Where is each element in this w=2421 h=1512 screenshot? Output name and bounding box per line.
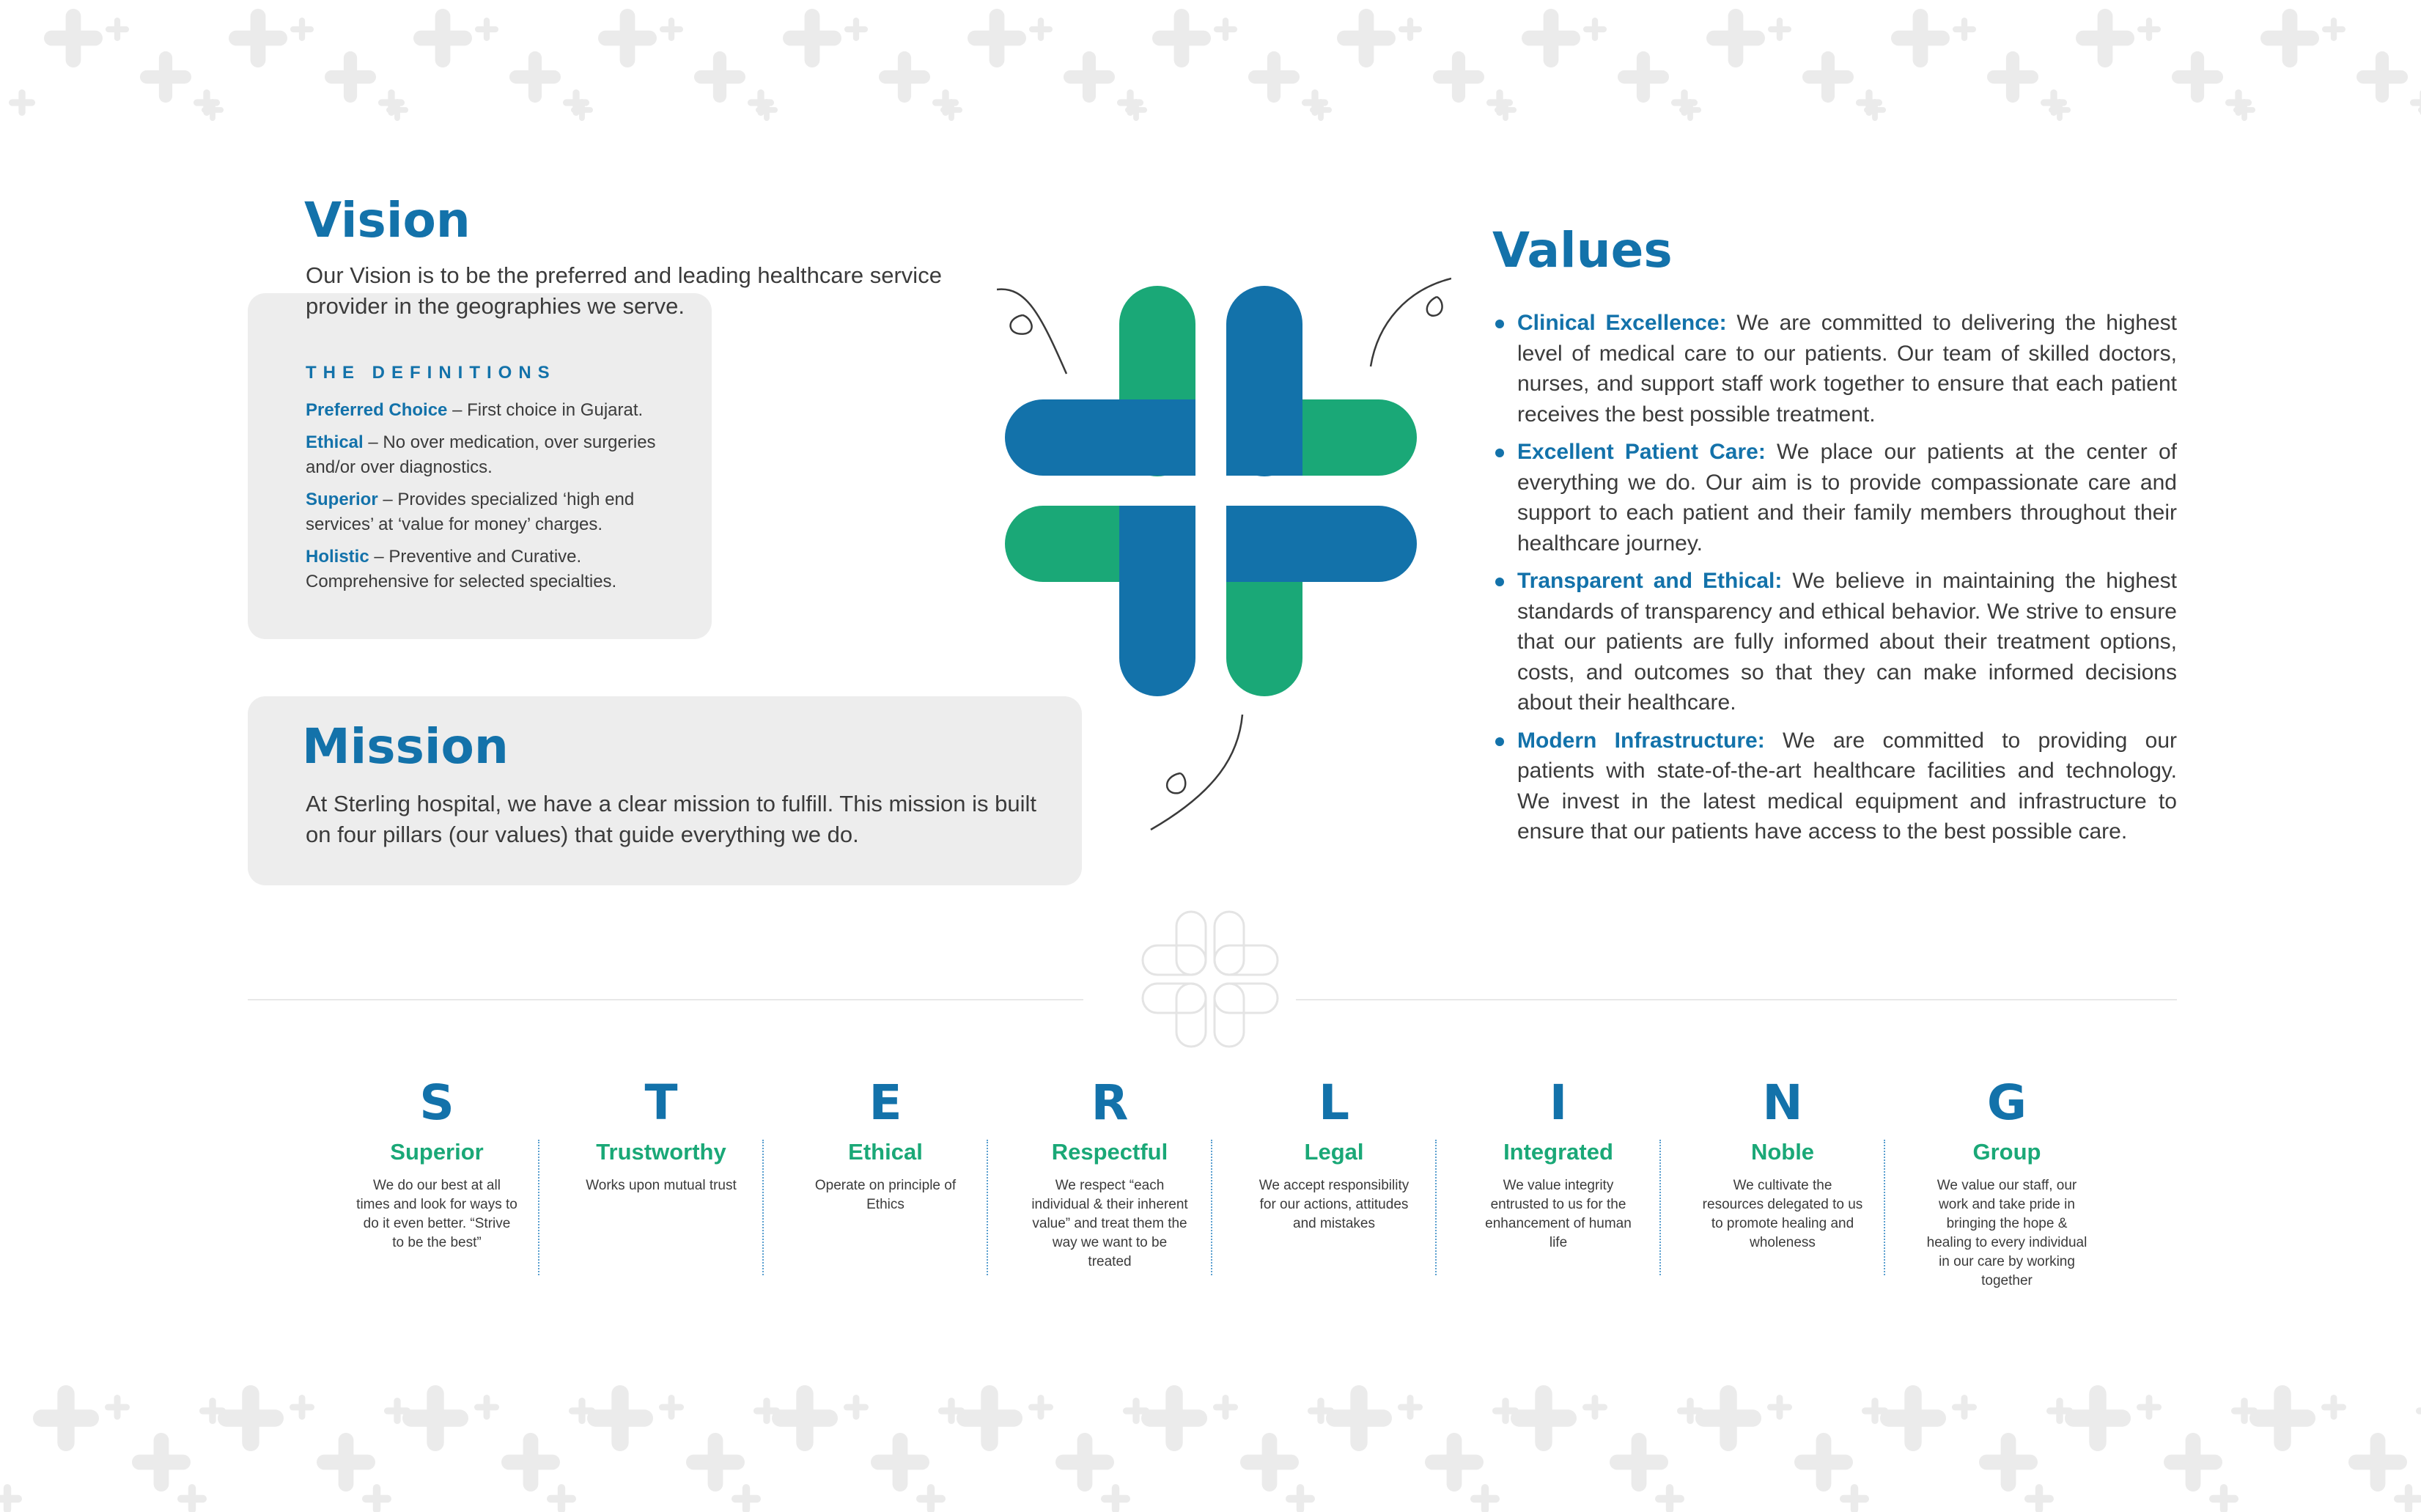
cross-pattern-icon <box>1840 1484 1869 1512</box>
definition-term: Ethical <box>306 432 364 452</box>
acronym-description: We value our staff, our work and take pride in bringing the hope & healing to every individual in our care by working together <box>1926 1178 2087 1288</box>
cross-pattern-icon <box>1248 51 1300 103</box>
cross-pattern-icon <box>1706 9 1765 67</box>
cross-pattern-icon <box>1987 51 2038 103</box>
definition-item <box>306 487 687 537</box>
cross-pattern-icon <box>218 1385 284 1451</box>
cross-pattern-icon <box>2249 1385 2315 1451</box>
cross-pattern-icon <box>106 18 129 41</box>
cross-pattern-icon <box>2322 18 2346 41</box>
cross-pattern-icon <box>587 1385 653 1451</box>
cross-pattern-icon <box>1326 1385 1392 1451</box>
cross-pattern-icon <box>2348 1433 2407 1491</box>
cross-pattern-icon <box>686 1433 745 1491</box>
cross-pattern-icon <box>475 18 498 41</box>
acronym-column <box>1895 1074 2119 1291</box>
cross-pattern-icon <box>1213 1395 1238 1420</box>
value-term: Clinical Excellence: <box>1517 311 1727 335</box>
acronym-column <box>1222 1074 1446 1233</box>
acronym-word: Noble <box>1750 1139 1815 1165</box>
acronym-letter: S <box>419 1074 454 1131</box>
cross-pattern-icon <box>844 1395 869 1420</box>
cross-pattern-icon <box>660 18 683 41</box>
cross-pattern-icon <box>2065 1385 2131 1451</box>
acronym-word: Ethical <box>848 1139 923 1165</box>
vision-title: Vision <box>304 192 471 248</box>
definition-text: – Preventive and Curative. Comprehensive for selected specialties. <box>306 547 617 591</box>
values-list <box>1495 308 2177 855</box>
cross-pattern-icon <box>1064 51 1115 103</box>
value-text: We are committed to delivering the highest level of medical care to our patients. Our team of skilled doctors, nurses, and support staff work together to ensure that each patient receives the best possible treatment. <box>1517 311 2178 427</box>
cross-pattern-icon <box>1891 9 1950 67</box>
acronym-column <box>773 1074 998 1214</box>
value-item <box>1495 308 2177 429</box>
definition-term: Preferred Choice <box>306 400 448 420</box>
definition-text: – Provides specialized ‘high end services’ at ‘value for money’ charges. <box>306 490 635 534</box>
bottom-cross-pattern <box>0 1341 2421 1512</box>
acronym-column <box>1670 1074 1895 1253</box>
acronym-word: Trustworthy <box>596 1139 726 1165</box>
column-separator <box>1884 1140 1885 1275</box>
cross-pattern-icon <box>1398 1395 1423 1420</box>
divider-line-left <box>248 999 1083 1000</box>
cross-pattern-icon <box>659 1395 684 1420</box>
acronym-description: Works upon mutual trust <box>586 1178 737 1193</box>
acronym-letter: L <box>1318 1074 1350 1131</box>
acronym-letter: R <box>1091 1074 1129 1131</box>
acronym-description: We respect “each individual & their inherent value” and treat them the way we want to be treated <box>1031 1178 1188 1269</box>
cross-pattern-icon <box>2164 1433 2222 1491</box>
definition-term: Superior <box>306 490 378 509</box>
value-term: Transparent and Ethical: <box>1517 569 1783 593</box>
column-separator <box>1435 1140 1437 1275</box>
vision-text: Our Vision is to be the preferred and leading healthcare service provider in the geographies we serve. <box>306 262 942 319</box>
cross-pattern-icon <box>783 9 841 67</box>
definition-item <box>306 430 687 480</box>
definition-text: – No over medication, over surgeries and/or over diagnostics. <box>306 432 656 477</box>
cross-pattern-icon <box>1880 1385 1946 1451</box>
cross-pattern-icon <box>694 51 745 103</box>
cross-pattern-icon <box>1286 1484 1315 1512</box>
sterling-acronym <box>325 1074 2087 1308</box>
cross-pattern-icon <box>229 9 287 67</box>
column-separator <box>1211 1140 1212 1275</box>
cross-pattern-icon <box>1695 1385 1761 1451</box>
cross-pattern-icon <box>1979 1433 2038 1491</box>
acronym-letter: E <box>869 1074 902 1131</box>
acronym-word: Group <box>1972 1139 2041 1165</box>
cross-pattern-icon <box>1028 1395 1053 1420</box>
cross-pattern-icon <box>871 1433 929 1491</box>
cross-pattern-icon <box>1802 51 1854 103</box>
cross-pattern-icon <box>1610 1433 1668 1491</box>
cross-pattern-icon <box>317 1433 375 1491</box>
cross-pattern-icon <box>2076 9 2134 67</box>
acronym-letter: N <box>1762 1074 1803 1131</box>
value-item <box>1495 437 2177 558</box>
acronym-description: We cultivate the resources delegated to us to promote healing and wholeness <box>1702 1178 1863 1250</box>
cross-pattern-icon <box>402 1385 468 1451</box>
acronym-column <box>325 1074 549 1253</box>
acronym-letter: I <box>1549 1074 1568 1131</box>
cross-pattern-icon <box>0 0 2421 139</box>
column-separator <box>1659 1140 1661 1275</box>
cross-pattern-icon <box>968 9 1026 67</box>
cross-pattern-icon <box>1337 9 1396 67</box>
value-text: We believe in maintaining the highest standards of transparency and ethical behavior. We strive to ensure that our patients are fully informed about their treatment options, costs, and outcomes so that they can make informed decisions about their healthcare. <box>1517 569 2177 715</box>
cross-pattern-icon <box>598 9 657 67</box>
column-separator <box>538 1140 539 1275</box>
cross-pattern-icon <box>9 89 35 116</box>
cross-pattern-icon <box>177 1484 207 1512</box>
value-term: Excellent Patient Care: <box>1517 440 1766 464</box>
cross-pattern-icon <box>2416 1398 2421 1424</box>
acronym-word: Integrated <box>1503 1139 1613 1165</box>
cross-pattern-icon <box>1794 1433 1853 1491</box>
definition-term: Holistic <box>306 547 369 567</box>
cross-pattern-icon <box>2260 9 2319 67</box>
value-text: We are committed to providing our patients with state-of-the-art healthcare facilities and technology. We invest in the latest medical equipment and infrastructure to ensure that our patients have access to the best possible care. <box>1517 728 2177 844</box>
cross-pattern-icon <box>2137 1395 2162 1420</box>
cross-pattern-icon <box>2394 1484 2421 1512</box>
acronym-word: Legal <box>1304 1139 1364 1165</box>
value-term: Modern Infrastructure: <box>1517 728 1765 753</box>
cross-pattern-icon <box>0 1341 2421 1512</box>
sterling-cross-logo-icon <box>997 271 1451 843</box>
cross-pattern-icon <box>105 1395 130 1420</box>
cross-pattern-icon <box>33 1385 99 1451</box>
cross-pattern-icon <box>2137 18 2161 41</box>
cross-pattern-icon <box>325 51 376 103</box>
cross-pattern-icon <box>1055 1433 1114 1491</box>
cross-pattern-icon <box>1425 1433 1484 1491</box>
cross-pattern-icon <box>1767 1395 1792 1420</box>
cross-pattern-icon <box>1953 18 1976 41</box>
value-item <box>1495 566 2177 718</box>
mission-title: Mission <box>302 718 509 775</box>
cross-pattern-icon <box>44 9 103 67</box>
mission-text: At Sterling hospital, we have a clear mission to fulfill. This mission is built on four pillars (our values) that guide everything we do. <box>306 791 1037 847</box>
acronym-column <box>1446 1074 1670 1253</box>
cross-pattern-icon <box>509 51 561 103</box>
cross-pattern-icon <box>2321 1395 2346 1420</box>
cross-pattern-icon <box>1152 9 1211 67</box>
column-separator <box>762 1140 764 1275</box>
cross-pattern-icon <box>1399 18 1422 41</box>
acronym-description: We do our best at all times and look for ways to do it even better. “Strive to be the best” <box>356 1178 517 1250</box>
cross-pattern-icon <box>362 1484 391 1512</box>
cross-pattern-icon <box>1582 1395 1607 1420</box>
definitions-heading: THE DEFINITIONS <box>306 363 556 383</box>
cross-pattern-icon <box>1618 51 1669 103</box>
cross-pattern-icon <box>501 1433 560 1491</box>
cross-pattern-icon <box>1433 51 1484 103</box>
cross-pattern-icon <box>290 1395 314 1420</box>
cross-pattern-icon <box>772 1385 838 1451</box>
cross-pattern-icon <box>844 18 868 41</box>
acronym-description: We value integrity entrusted to us for the enhancement of human life <box>1485 1178 1632 1250</box>
acronym-description: We accept responsibility for our actions, attitudes and mistakes <box>1259 1178 1410 1231</box>
cross-pattern-icon <box>1240 1433 1299 1491</box>
cross-pattern-icon <box>1522 9 1580 67</box>
value-item <box>1495 726 2177 847</box>
column-separator <box>987 1140 988 1275</box>
definition-item <box>306 398 687 423</box>
acronym-word: Respectful <box>1051 1139 1168 1165</box>
cross-pattern-icon <box>2024 1484 2054 1512</box>
cross-pattern-icon <box>1101 1484 1130 1512</box>
cross-pattern-icon <box>2209 1484 2238 1512</box>
cross-pattern-icon <box>474 1395 499 1420</box>
cross-pattern-icon <box>547 1484 576 1512</box>
definition-text: – First choice in Gujarat. <box>447 400 644 420</box>
value-text: We place our patients at the center of everything we do. Our aim is to provide compassionate care and support to each patient and their family members throughout their healthcare journey. <box>1517 440 2178 556</box>
values-title: Values <box>1492 222 1673 279</box>
cross-pattern-icon <box>1583 18 1607 41</box>
cross-outline-icon <box>1138 907 1282 1051</box>
cross-pattern-icon <box>0 1484 22 1512</box>
cross-pattern-icon <box>413 9 472 67</box>
divider-line-right <box>1296 999 2177 1000</box>
acronym-column <box>549 1074 773 1195</box>
cross-pattern-icon <box>2172 51 2223 103</box>
cross-pattern-icon <box>1141 1385 1207 1451</box>
acronym-description: Operate on principle of Ethics <box>814 1178 957 1212</box>
cross-pattern-icon <box>1768 18 1791 41</box>
acronym-word: Superior <box>390 1139 484 1165</box>
cross-pattern-icon <box>1655 1484 1684 1512</box>
cross-pattern-icon <box>1029 18 1053 41</box>
acronym-letter: T <box>644 1074 678 1131</box>
cross-pattern-icon <box>132 1433 191 1491</box>
cross-pattern-icon <box>1214 18 1237 41</box>
cross-pattern-icon <box>732 1484 761 1512</box>
cross-pattern-icon <box>2356 51 2408 103</box>
cross-pattern-icon <box>140 51 191 103</box>
cross-pattern-icon <box>1952 1395 1977 1420</box>
cross-pattern-icon <box>1470 1484 1500 1512</box>
definition-item <box>306 545 687 594</box>
cross-pattern-icon <box>879 51 930 103</box>
cross-pattern-icon <box>290 18 314 41</box>
cross-pattern-icon <box>1511 1385 1577 1451</box>
top-cross-pattern <box>0 0 2421 139</box>
acronym-letter: G <box>1986 1074 2027 1131</box>
cross-pattern-icon <box>957 1385 1022 1451</box>
cross-pattern-icon <box>916 1484 946 1512</box>
acronym-column <box>998 1074 1222 1272</box>
